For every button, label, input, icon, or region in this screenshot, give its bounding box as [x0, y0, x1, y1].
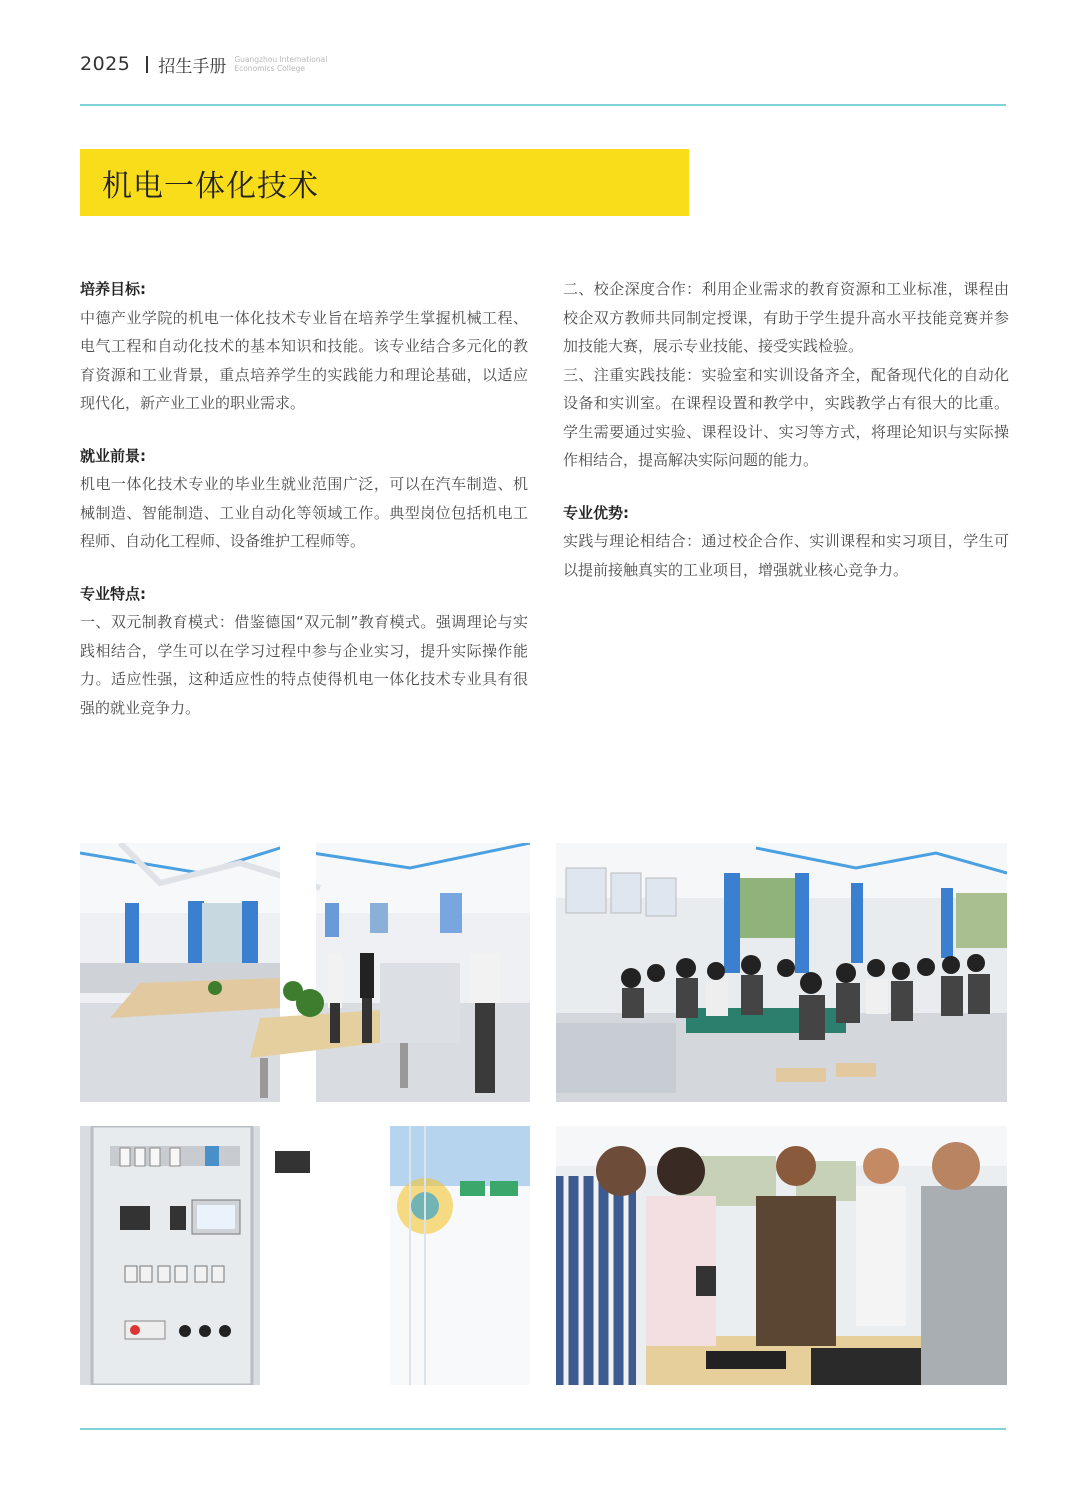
page-header — [80, 48, 327, 80]
employment-text: 机电一体化技术专业的毕业生就业范围广泛，可以在汽车制造、机械制造、智能制造、工业自动化等领域工作。典型岗位包括机电工程师、自动化工程师、设备维护工程师等。 — [80, 475, 528, 550]
bottom-rule — [80, 1428, 1006, 1430]
right-column — [563, 275, 1009, 584]
goal-text: 中德产业学院的机电一体化技术专业旨在培养学生掌握机械工程、电气工程和自动化技术的基本知识和技能。该专业结合多元化的教育资源和工业背景，重点培养学生的实践能力和理论基础，以适应现代化，新产业工业的职业需求。 — [80, 308, 528, 412]
photo-control-panel — [80, 1126, 530, 1385]
advantages-text: 实践与理论相结合：通过校企合作、实训课程和实习项目，学生可以提前接触真实的工业项目，增强就业核心竞争力。 — [563, 532, 1009, 579]
photo-training-lab — [80, 843, 530, 1102]
features-item-1: 一、双元制教育模式：借鉴德国“双元制”教育模式。强调理论与实践相结合，学生可以在学习过程中参与企业实习，提升实际操作能力。适应性强，这种适应性的特点使得机电一体化技术专业具有很强的就业竞争力。 — [80, 613, 528, 717]
photo-students-classroom — [556, 843, 1007, 1102]
advantages-heading: 专业优势: — [563, 503, 629, 522]
major-title-bar — [80, 149, 689, 216]
top-rule — [80, 104, 1006, 106]
major-title: 机电一体化技术 — [102, 168, 319, 204]
photo-hands-on-training — [556, 1126, 1007, 1385]
features-item-2: 二、校企深度合作：利用企业需求的教育资源和工业标准，课程由校企双方教师共同制定授课，有助于学生提升高水平技能竞赛并参加技能大赛，展示专业技能、接受实践检验。 — [563, 280, 1009, 355]
header-en-line2: Economics College — [234, 64, 305, 73]
left-column — [80, 275, 528, 722]
header-en-line1: Guangzhou International — [234, 55, 328, 64]
header-college-name — [234, 55, 327, 73]
header-title: 招生手册 — [158, 56, 227, 77]
header-year: 2025 — [80, 53, 131, 75]
header-divider — [146, 56, 148, 73]
goal-heading: 培养目标: — [80, 280, 146, 298]
features-item-3: 三、注重实践技能：实验室和实训设备齐全，配备现代化的自动化设备和实训室。在课程设置和教学中，实践教学占有很大的比重。学生需要通过实验、课程设计、实习等方式，将理论知识与实际操作相结合，提高解决实际问题的能力。 — [563, 365, 1009, 469]
employment-heading: 就业前景: — [80, 446, 146, 465]
features-heading: 专业特点: — [80, 584, 146, 603]
